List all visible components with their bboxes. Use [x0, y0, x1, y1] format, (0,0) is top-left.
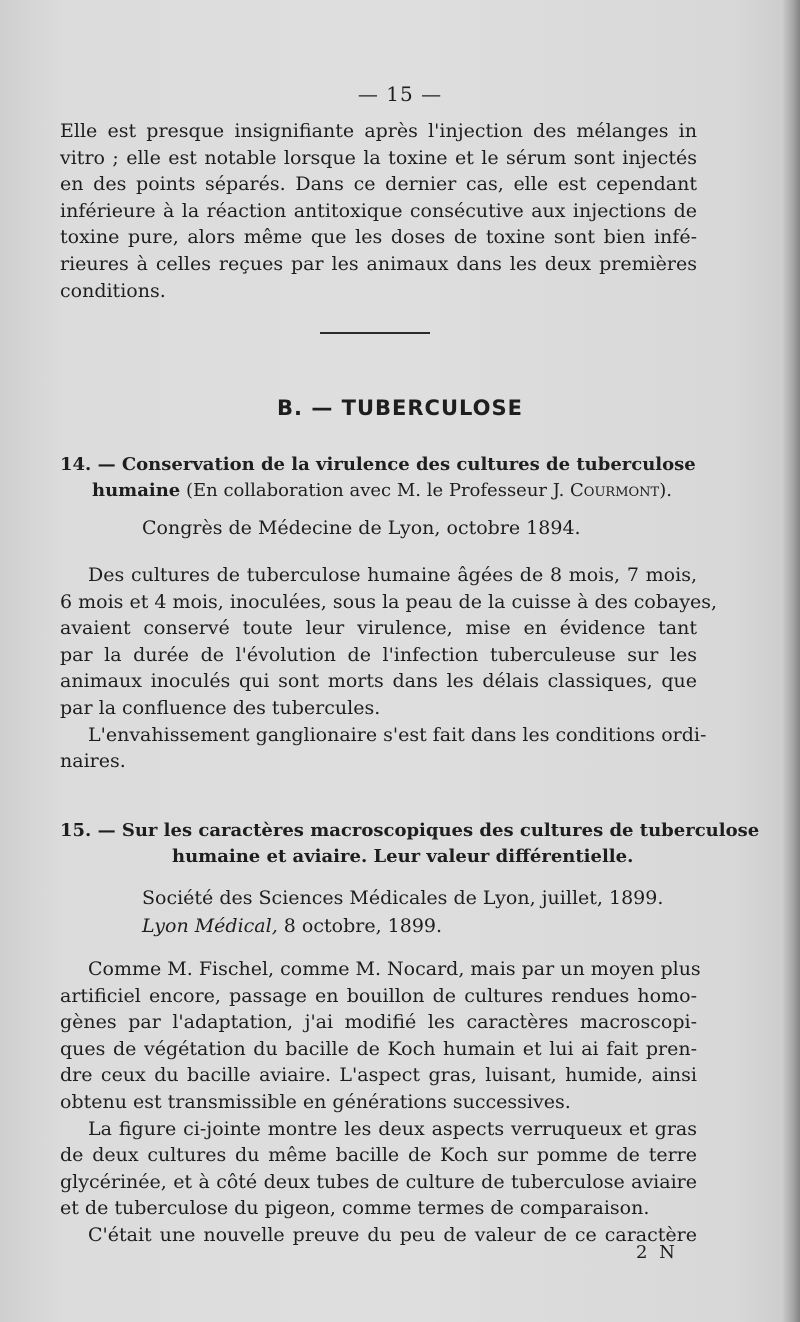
text-line: La figure ci-jointe montre les deux aspects verruqueux et gras: [88, 1117, 697, 1140]
text-line: Elle est presque insignifiante après l'injection des mélanges in: [60, 120, 697, 142]
text-line: inférieure à la réaction antitoxique consécutive aux injections de: [60, 199, 697, 222]
text-line: C'était une nouvelle preuve du peu de valeur de ce caractère: [88, 1224, 697, 1246]
text-line: gènes par l'adaptation, j'ai modifié les caractères macroscopi-: [60, 1011, 697, 1034]
journal-date: 8 octobre, 1899.: [277, 915, 443, 937]
text-line: toxine pure, alors même que les doses de toxine sont bien infé-: [60, 226, 697, 249]
text-line: par la confluence des tubercules.: [60, 696, 381, 719]
entry-14-title-line2: humaine: [92, 480, 181, 501]
text-line: dre ceux du bacille aviaire. L'aspect gras, luisant, humide, ainsi: [60, 1064, 697, 1087]
intro-paragraph: [60, 118, 697, 304]
entry-14-body-2: [60, 722, 707, 749]
page-edge-shadow: [782, 0, 800, 1322]
text-line: par la durée de l'évolution de l'infection tuberculeuse sur les: [60, 643, 697, 666]
entry-15-title-line2: humaine et aviaire. Leur valeur différentielle.: [172, 846, 634, 867]
printer-signature: 2 N: [636, 1242, 678, 1263]
text-line: 6 mois et 4 mois, inoculées, sous la peau de la cuisse à des cobayes,: [60, 590, 718, 613]
entry-15-journal: [142, 912, 442, 941]
entry-15-heading: [60, 818, 760, 870]
text-line: vitro ; elle est notable lorsque la toxine et le sérum sont injectés: [60, 146, 697, 169]
text-line: de deux cultures du même bacille de Koch sur pomme de terre: [60, 1144, 697, 1167]
text-line: L'envahissement ganglionaire s'est fait dans les conditions ordi-: [88, 723, 707, 746]
entry-14-reference: Congrès de Médecine de Lyon, octobre 1894.: [142, 517, 581, 539]
entry-14-body-2-cont: [60, 748, 697, 775]
text-line: Des cultures de tuberculose humaine âgées de 8 mois, 7 mois,: [88, 564, 697, 586]
text-line: obtenu est transmissible en générations successives.: [60, 1090, 571, 1113]
page-number: — 15 —: [357, 82, 443, 106]
text-line: naires.: [60, 750, 126, 773]
text-line: animaux inoculés qui sont morts dans les délais classiques, que: [60, 670, 697, 693]
entry-14-title: 14. — Conservation de la virulence des cultures de tuberculose: [60, 454, 696, 475]
text-line: glycérinée, et à côté deux tubes de culture de tuberculose aviaire: [60, 1170, 697, 1193]
entry-15-body-2: [60, 1116, 697, 1143]
section-title: B. — TUBERCULOSE: [277, 396, 523, 420]
journal-name: Lyon Médical,: [142, 915, 278, 937]
entry-14-heading: [60, 452, 697, 504]
entry-15-body-2-cont: [60, 1142, 697, 1222]
entry-14-body-1-cont: [60, 589, 718, 722]
text-line: artificiel encore, passage en bouillon de cultures rendues homo-: [60, 984, 697, 1007]
text-line: avaient conservé toute leur virulence, mise en évidence tant: [60, 617, 697, 640]
entry-15-reference: Société des Sciences Médicales de Lyon, juillet, 1899.: [142, 887, 664, 909]
entry-15-body-1-cont: [60, 983, 697, 1116]
entry-14-collaboration: (En collaboration avec M. le Professeur J. Courmont).: [186, 480, 672, 501]
text-line: en des points séparés. Dans ce dernier cas, elle est cependant: [60, 173, 697, 196]
text-line: et de tuberculose du pigeon, comme termes de comparaison.: [60, 1197, 650, 1220]
separator-rule: [320, 332, 430, 334]
text-line: ques de végétation du bacille de Koch humain et lui ai fait pren-: [60, 1037, 697, 1060]
text-line: Comme M. Fischel, comme M. Nocard, mais par un moyen plus: [88, 958, 701, 980]
entry-15-body-3: [60, 1222, 697, 1249]
text-line: conditions.: [60, 279, 166, 302]
entry-15-body-1: [60, 956, 701, 983]
entry-14-body-1: [60, 562, 697, 589]
entry-15-title: 15. — Sur les caractères macroscopiques des cultures de tuberculose: [60, 820, 760, 841]
text-line: rieures à celles reçues par les animaux dans les deux premières: [60, 252, 697, 275]
